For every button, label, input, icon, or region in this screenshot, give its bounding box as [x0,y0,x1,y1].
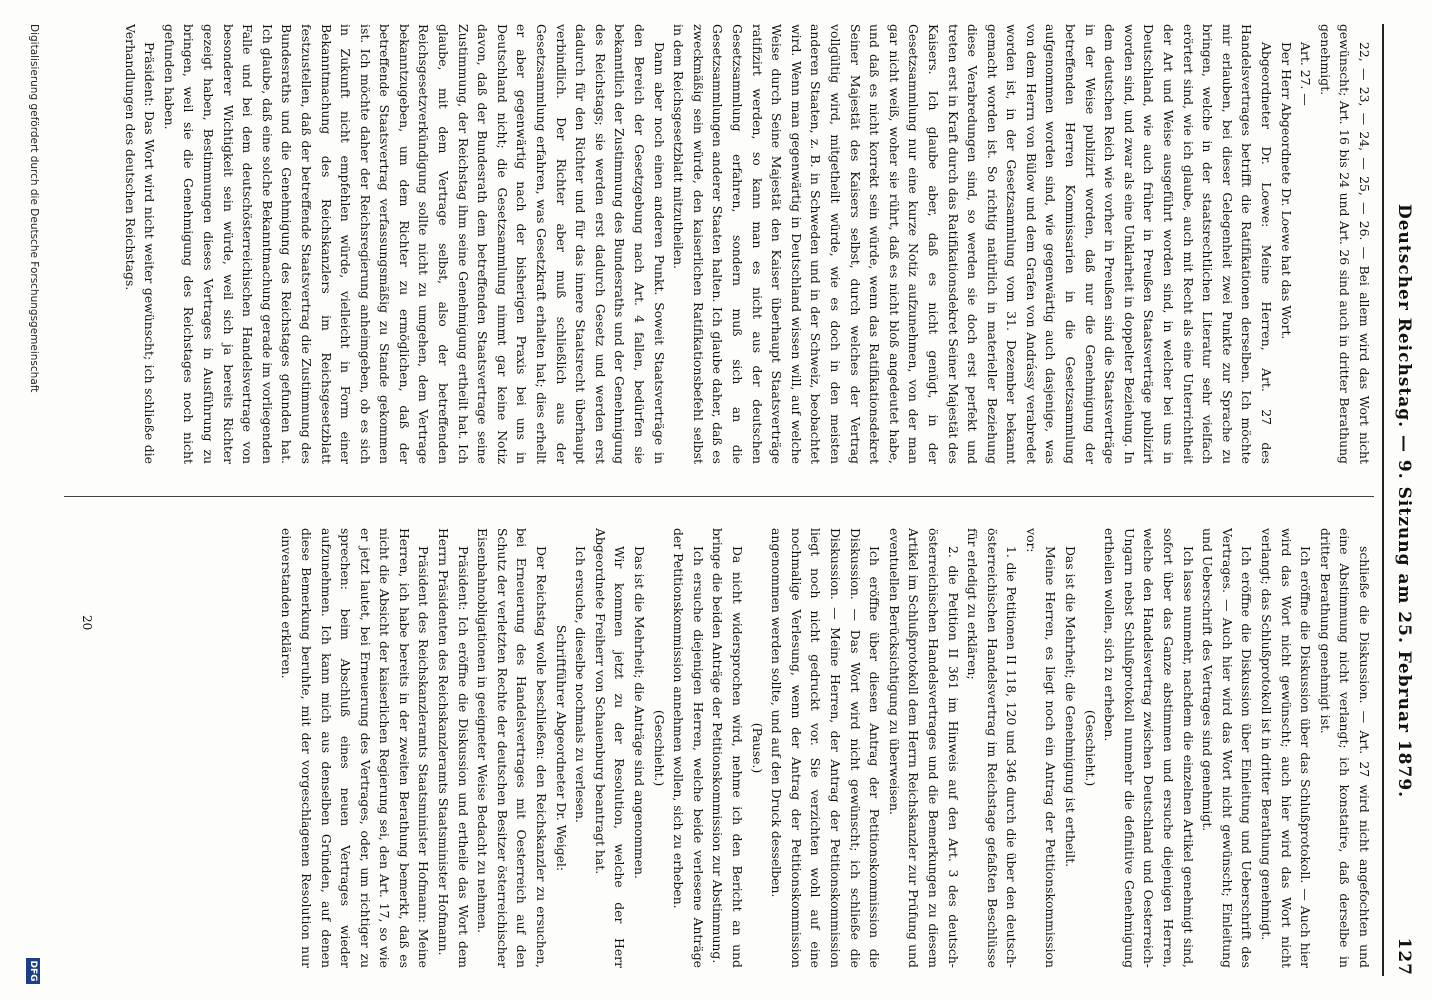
page-number: 127 [1394,937,1414,976]
paragraph: (Pause.) [749,722,765,774]
paragraph: Ich eröffne die Diskussion über Einleitung und Ueberschrift des Vertrages. — Auch hier wird das Wort nicht gewünscht; Einleitung und Ueberschrift des Vertrages sind genehmigt. [1200,528,1255,968]
paragraph: Da nicht widersprochen wird, nehme ich den Bericht an und bringe die beiden Anträge der Petitionskommission zur Abstimmung. [710,528,745,968]
paragraph: Ich eröffne über diesen Antrag der Petitionskommission die Diskussion. — Das Wort wird nicht gewünscht; ich schließe die Diskussion. — Meine Herren, der Antrag der Petitionskommission liegt noch nicht gedruckt vor. Sie verzichten wohl auf eine nochmalige Verlesung, wenn der Antrag der Petitionskommission angenommen werden sollte, und auf den Druck desselben. [769,528,883,968]
right-column [60,528,1374,968]
paragraph: Der Herr Abgeordnete Dr. Loewe hat das Wort. [1278,42,1294,340]
digitization-note: Digitalisierung gefördert durch die Deutsche Forschungsgemeinschaft [28,24,40,393]
paragraph: (Geschieht.) [1082,709,1098,787]
header-title: Deutscher Reichstag. — 9. Sitzung am 25. Februar 1879. [1394,204,1414,799]
running-header [1388,24,1414,976]
paragraph: schließe die Diskussion. — Art. 27 wird nicht angefochten und eine Abstimmung nicht verlangt; ich konstatire, daß derselbe in dritter Berathung genehmigt ist. [1317,528,1372,968]
paragraph: Abgeordneter Dr. Loewe: Meine Herren, Art. 27 des Handelsvertrages betrifft die Ratifikationen derselben. Ich möchte mir erlauben, bei dieser Gelegenheit zwei Punkte zur Sprache zu bringen, welche in der staatsrechtlichen Literatur sehr vielfach erörtert sind, wie ich glaube, auch mit Recht als eine Unterrichtheit der Art und Weise ausgeführt worden sind, in welcher bei uns in Deutschland, wie auch früher in Preußen Staatsverträge publizirt worden sind, und zwar als eine Unklarheit in doppelter Beziehung. In dem deutschen Reich wie vorher in Preußen sind die Staatsverträge in der Weise publizirt worden, daß nur die Genehmigung der betreffenden Herren Kommissarien in die Gesetzsammlung aufgenommen worden sind, wie gegenwärtig auch dasjenige, was von dem Herrn von Bülow und dem Grafen von Andrássy verabredet worden ist, in der Gesetzsammlung vom 31. Dezember bekannt gemacht worden ist. So richtig natürlich in materieller Beziehung diese Verabredungen sind, so werden sie doch erst perfekt und treten erst in Kraft durch das Ratifikationsdekret Seiner Majestät des Kaisers. Ich glaube aber, daß es nicht genügt, in der Gesetzsammlung nur eine kurze Notiz aufzunehmen, von der man gar nicht weiß, woher sie rührt, daß es nicht bloß angedeutet habe, und daß es nicht korrekt sein würde, wenn das Ratifikationsdekret Seiner Majestät des Kaisers selbst, durch welches der Vertrag vollgültig wird, mitgetheilt würde, wie es doch in den meisten anderen Staaten, z. B. in Schweden und in der Schweiz, beobachtet wird. Wenn man gegenwärtig in Deutschland wissen will, auf welche Weise durch Seine Majestät den Kaiser überhaupt Staatsverträge ratifizirt werden, so kann man es nicht aus der deutschen Gesetzsammlung erfahren, sondern muß sich an die Gesetzsammlungen anderer Staaten halten. Ich glaube daher, daß es zweckmäßig sein würde, den kaiserlichen Ratifikationsbefehl selbst in dem Reichsgesetzblatt mitzutheilen. [671,24,1275,464]
left-column [60,24,1374,464]
paragraph: Ich eröffne die Diskussion über das Schlußprotokoll. — Auch hier wird das Wort nicht gewünscht; auch hier wird das Wort nicht verlangt; das Schlußprotokoll ist in dritter Berathung genehmigt. [1259,528,1314,968]
header-rule [1382,24,1384,976]
paragraph: Präsident des Reichskanzleramts Staatsminister Hofmann: Meine Herren, ich habe bereits in der zweiten Berathung bemerkt, daß es nicht die Absicht der kaiserlichen Regierung sei, den Art. 17, so wie er jetzt lautet, bei Erneuerung des Vertrages, oder, um richtiger zu sprechen: beim Abschluß eines neuen Vertrages wieder aufzunehmen. Ich kann mich aus denselben Gründen, auf denen diese Bemerkung beruhte, mit der vorgeschlagenen Resolution nur einverstanden erklären. [279,528,432,968]
paragraph: Wir kommen jetzt zu der Resolution, welche der Herr Abgeordnete Freiherr von Schauenburg beantragt hat. [592,528,628,968]
paragraph: Das ist die Mehrheit; die Genehmigung ist ertheilt. [1063,546,1079,868]
paragraph: (Geschieht.) [651,709,667,787]
paragraph: 2. die Petition II 361 im Hinweis auf den Art. 3 des deutsch-österreichischen Handelsvertrages und die Bemerkungen zu diesem Artikel im Schlußprotokoll dem Herrn Reichskanzler zur Prüfung und eventuellen Berücksichtigung zu überweisen. [886,528,961,968]
signature-mark: 20 [80,615,94,631]
paragraph: Das ist die Mehrheit; die Anträge sind angenommen. [632,546,648,879]
dfg-logo: DFG [26,958,40,984]
column-divider [64,496,1374,497]
paragraph: Art. 27. — [1298,42,1314,106]
paragraph: Ich lasse nunmehr, nachdem die einzelnen Artikel genehmigt sind, sofort über das Ganze abstimmen und ersuche diejenigen Herren, welche den Handelsvertrag zwischen Deutschland und Oesterreich-Ungarn nebst Schlußprotokoll nunmehr die definitive Genehmigung ertheilen wollen, sich zu erheben. [1102,528,1196,968]
paragraph: Präsident: Das Wort wird nicht weiter gewünscht; ich schließe die Verhandlungen des deutschen Reichstags. [122,24,158,464]
paragraph: Schriftführer Abgeordneter Dr. Weigel: [553,624,569,872]
paragraph: 1. die Petitionen II 118, 120 und 346 durch die über den deutsch-österreichischen Handelsvertrag im Reichstage gefaßten Beschlüsse für erledigt zu erklären; [965,528,1020,968]
paragraph: 22, — 23, — 24, — 25, — 26. — Bei allem wird das Wort nicht gewünscht; Art. 16 bis 24 und Art. 26 sind auch in dritter Berathung genehmigt. [1317,24,1372,464]
paragraph: Meine Herren, es liegt noch ein Antrag der Petitionskommission vor: [1023,528,1059,968]
paragraph: Präsident: Ich eröffne die Diskussion und ertheile das Wort dem Herrn Präsidenten des Reichskanzleramts Staatsminister Hofmann. [436,528,471,968]
paragraph: Dann aber noch einen anderen Punkt. Soweit Staatsverträge in den Bereich der Gesetzgebung nach Art. 4 fallen, bedürfen sie bekanntlich der Zustimmung des Bundesraths und der Genehmigung des Reichstags; sie werden erst dadurch Gesetz und werden erst dadurch für den Richter und für das innere Staatsrecht überhaupt verbindlich. Der Richter aber muß schließlich aus der Gesetzsammlung erfahren, was Gesetzkraft erhalten hat; dies erhellt er aber gegenwärtig nach der bisherigen Praxis bei uns in Deutschland nicht; die Gesetzsammlung nimmt gar keine Notiz davon, daß der Bundesrath dem betreffenden Staatsvertrage seine Zustimmung, der Reichstag ihm seine Genehmigung ertheilt hat. Ich glaube, mit dem Vertrage selbst, also der betreffenden Reichsgesetzverkündigung sollte nicht zu umgehen, dem Vertrage bekanntzugeben, um dem Richter zu ermöglichen, daß der betreffende Staatsvertrag verfassungsmäßig zu Stande gekommen ist. Ich möchte daher der Reichsregierung anheimgeben, ob es sich in Zukunft nicht empfehlen würde, vielleicht in Form einer Bekanntmachung des Reichskanzlers im Reichsgesetzblatt festzustellen, daß der betreffende Staatsvertrag die Zustimmung des Bundesraths und die Genehmigung des Reichstages gefunden hat. Ich glaube, daß eine solche Bekanntmachung gerade im vorliegenden Falle und bei dem deutschösterreichischen Handelsvertrage von besonderer Wichtigkeit sein würde, weil sich ja bereits Richter gezeigt haben, Bestimmungen dieses Vertrages in Ausführung zu bringen, weil sie die Genehmigung des Reichstages noch nicht gefunden haben. [161,24,667,464]
paragraph: Ich ersuche diejenigen Herren, welche beide verlesene Anträge der Petitionskommission annehmen wollen, sich zu erheben. [671,528,706,968]
paragraph: Der Reichstag wolle beschließen: den Reichskanzler zu ersuchen, bei Erneuerung des Handelsvertrages mit Oesterreich auf den Schutz der verletzten Rechte der deutschen Besitzer österreichischer Eisenbahnobligationen in geeigneter Weise Bedacht zu nehmen. [475,528,550,968]
paragraph: Ich ersuche, dieselbe nochmals zu verlesen. [573,546,589,823]
